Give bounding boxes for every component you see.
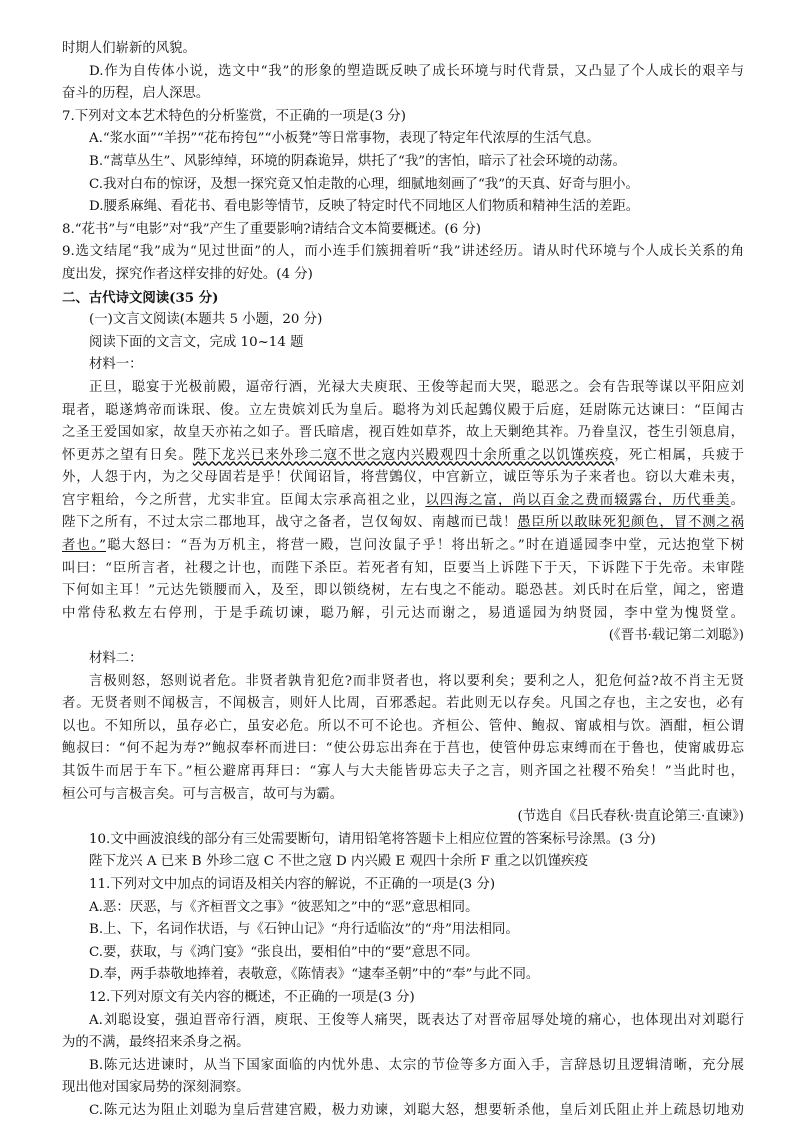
document-page (62, 38, 744, 1123)
text-line: D.作为自传体小说，选文中“我”的形象的塑造既反映了成长环境与时代背景，又凸显了个人成长的艰辛与 (89, 63, 744, 79)
text-line: A.刘聪设宴，强迫晋帝行酒，庾珉、王俊等人痛哭，既表达了对晋帝屈辱处境的痛心，也体现出对刘聪行 (89, 1012, 744, 1028)
text-line: A.“浆水面”“羊拐”“花布挎包”“小板凳”等日常事物，表现了特定年代浓厚的生活气息。 (89, 131, 600, 147)
text-line: 言极则怒，怒则说者危。非贤者孰肯犯危?而非贤者也，将以要利矣；要利之人，犯危何益?故不肖主无贤 (89, 673, 744, 689)
text-line: 者也。”聪大怒曰：“吾为万机主，将营一殿，岂问汝鼠子乎！将出斩之。”时在逍遥园李中堂，元达抱堂下树 (62, 538, 744, 554)
text-line: (一)文言文阅读(本题共 5 小题，20 分) (89, 312, 323, 328)
text-line: C.要，获取，与《鸿门宴》“张良出，要相伯”中的“要”意思不同。 (89, 944, 479, 960)
text-line: 材料二： (89, 651, 143, 667)
text-line: (《晋书·载记第二刘聪》) (608, 628, 744, 644)
text-line: 下何如主耳！”元达先锁腰而入，及至，即以锁绕树，左右曳之不能动。聪恐甚。刘氏时在后堂，闻之，密遣 (62, 583, 744, 599)
text-line: 叫曰：“臣所言者，社稷之计也，而陛下杀臣。若死者有知，臣要当上诉陛下于天，下诉陛下于先帝。未审陛 (62, 560, 744, 576)
text-line: 阅读下面的文言文，完成 10~14 题 (89, 334, 304, 350)
text-line: 9.选文结尾“我”成为“见过世面”的人，而小连手们簇拥着听“我”讲述经历。请从时代环境与个人成长关系的角 (62, 244, 744, 260)
text-line: B.“蒿草丛生”、风影绰绰，环境的阴森诡异，烘托了“我”的害怕，暗示了社会环境的动荡。 (89, 153, 626, 169)
text-line: B.上、下，名词作状语，与《石钟山记》“舟行适临汝”的“舟”用法相同。 (89, 922, 519, 938)
text-line: 鲍叔曰：“何不起为寿?”鲍叔奉杯而进曰：“使公毋忘出奔在于莒也，使管仲毋忘束缚而在于鲁也，使甯戚毋忘 (62, 741, 744, 757)
text-line: 中常侍私救左右停刑，于是手疏切谏，聪乃解，引元达而谢之，易逍遥园为纳贤园，李中堂为愧贤堂。 (62, 605, 744, 621)
text-line: 正旦，聪宴于光极前殿，逼帝行酒，光禄大夫庾珉、王俊等起而大哭，聪恶之。会有告珉等谋以平阳应刘 (89, 379, 744, 395)
text-line: C.我对白布的惊讶，及想一探究竟又怕走散的心理，细腻地刻画了“我”的天真、好奇与胆小。 (89, 176, 639, 192)
text-line: 度出发，探究作者这样安排的好处。(4 分) (62, 266, 313, 282)
text-line: 陛下之所有，不过太宗二郡地耳，战守之备者，岂仅匈奴、南越而已哉！愚臣所以敢昧死犯颜色，冒不测之祸 (62, 515, 744, 531)
text-line: 二、古代诗文阅读(35 分) (62, 289, 219, 306)
underlined-text: 愚臣所以敢昧死犯颜色，冒不测之祸 (517, 515, 744, 531)
text-line: A.恶：厌恶，与《齐桓晋文之事》“彼恶知之”中的“恶”意思相同。 (89, 899, 479, 915)
text-line: 者。无贤者则不闻极言，不闻极言，则奸人比周，百邪悉起。若此则无以存矣。凡国之存也，主之安也，必有 (62, 696, 744, 712)
text-line: 陛下龙兴 A 已来 B 外珍二寇 C 不世之寇 D 内兴殿 E 观四十余所 F 重之以饥馑疾疫 (89, 854, 588, 870)
text-line: 11.下列对文中加点的词语及相关内容的解说，不正确的一项是(3 分) (89, 876, 496, 892)
underlined-text: 陛下龙兴已来外珍二寇不世之寇内兴殿观四十余所重之以饥馑疾疫 (192, 447, 615, 463)
text-line: C.陈元达为阻止刘聪为皇后营建宫殿，极力劝谏，刘聪大怒，想要斩杀他，皇后刘氏阻止并上疏恳切地劝 (89, 1102, 744, 1118)
text-line: 外，人怨于内，为之父母固若是乎！伏闻诏旨，将营䳨仪，中宫新立，诚臣等乐为子来者也。窃以大难未夷， (62, 470, 744, 486)
text-line: 桓公可与言极言矣。可与言极言，故可与为霸。 (62, 786, 344, 802)
text-line: 8.“花书”与“电影”对“我”产生了重要影响?请结合文本简要概述。(6 分) (62, 221, 482, 237)
text-line: 7.下列对文本艺术特色的分析鉴赏，不正确的一项是(3 分) (62, 108, 406, 124)
text-line: B.陈元达进谏时，从当下国家面临的内忧外患、太宗的节俭等多方面入手，言辞恳切且逻辑清晰，充分展 (89, 1057, 744, 1073)
text-line: 以也。不知所以，虽存必亡，虽安必危。所以不可不论也。齐桓公、管仲、鲍叔、甯戚相与饮。酒酣，桓公谓 (62, 718, 744, 734)
text-line: (节选自《吕氏春秋·贵直论第三·直谏》) (517, 809, 744, 825)
text-line: 为的不满，最终招来杀身之祸。 (62, 1035, 250, 1051)
text-line: 宫宇粗给，今之所营，尤实非宜。臣闻太宗承高祖之业，以四海之富，尚以百金之费而辍露台，历代垂美。 (62, 492, 744, 508)
underlined-text: 以四海之富，尚以百金之费而辍露台，历代垂美 (425, 492, 731, 508)
text-line: 10.文中画波浪线的部分有三处需要断句，请用铅笔将答题卡上相应位置的答案标号涂黑。(3 分) (89, 831, 656, 847)
text-line: 时期人们崭新的风貌。 (62, 41, 196, 56)
underlined-text: 者也。” (62, 538, 106, 554)
text-line: 材料一： (89, 357, 143, 373)
text-line: 奋斗的历程，启人深思。 (62, 86, 210, 102)
text-line: 之圣王爱国如家，故皇天亦祐之如子。晋氏暗虐，视百姓如草芥，故上天剿绝其祚。乃眷皇汉，苍生引领息肩， (62, 425, 744, 441)
text-line: 怀更苏之望有日矣。陛下龙兴已来外珍二寇不世之寇内兴殿观四十余所重之以饥馑疾疫，死亡相属，兵疲于 (62, 447, 744, 463)
text-line: 现出他对国家局势的深刻洞察。 (62, 1080, 250, 1096)
text-line: D.奉，两手恭敬地捧着，表敬意，《陈情表》“逮奉圣朝”中的“奉”与此不同。 (89, 967, 540, 983)
text-line: 其饭牛而居于车下。”桓公避席再拜曰：“寡人与大夫能皆毋忘夫子之言，则齐国之社稷不殆矣！”当此时也， (62, 764, 744, 779)
text-line: D.腰系麻绳、看花书、看电影等情节，反映了特定时代不同地区人们物质和精神生活的差距。 (89, 199, 640, 215)
text-line: 琨者，聪遂鸩帝而诛珉、俊。立左贵嫔刘氏为皇后。聪将为刘氏起䳨仪殿于后庭，廷尉陈元达谏曰：“臣闻古 (62, 402, 744, 418)
text-line: 12.下列对原文有关内容的概述，不正确的一项是(3 分) (89, 989, 415, 1005)
